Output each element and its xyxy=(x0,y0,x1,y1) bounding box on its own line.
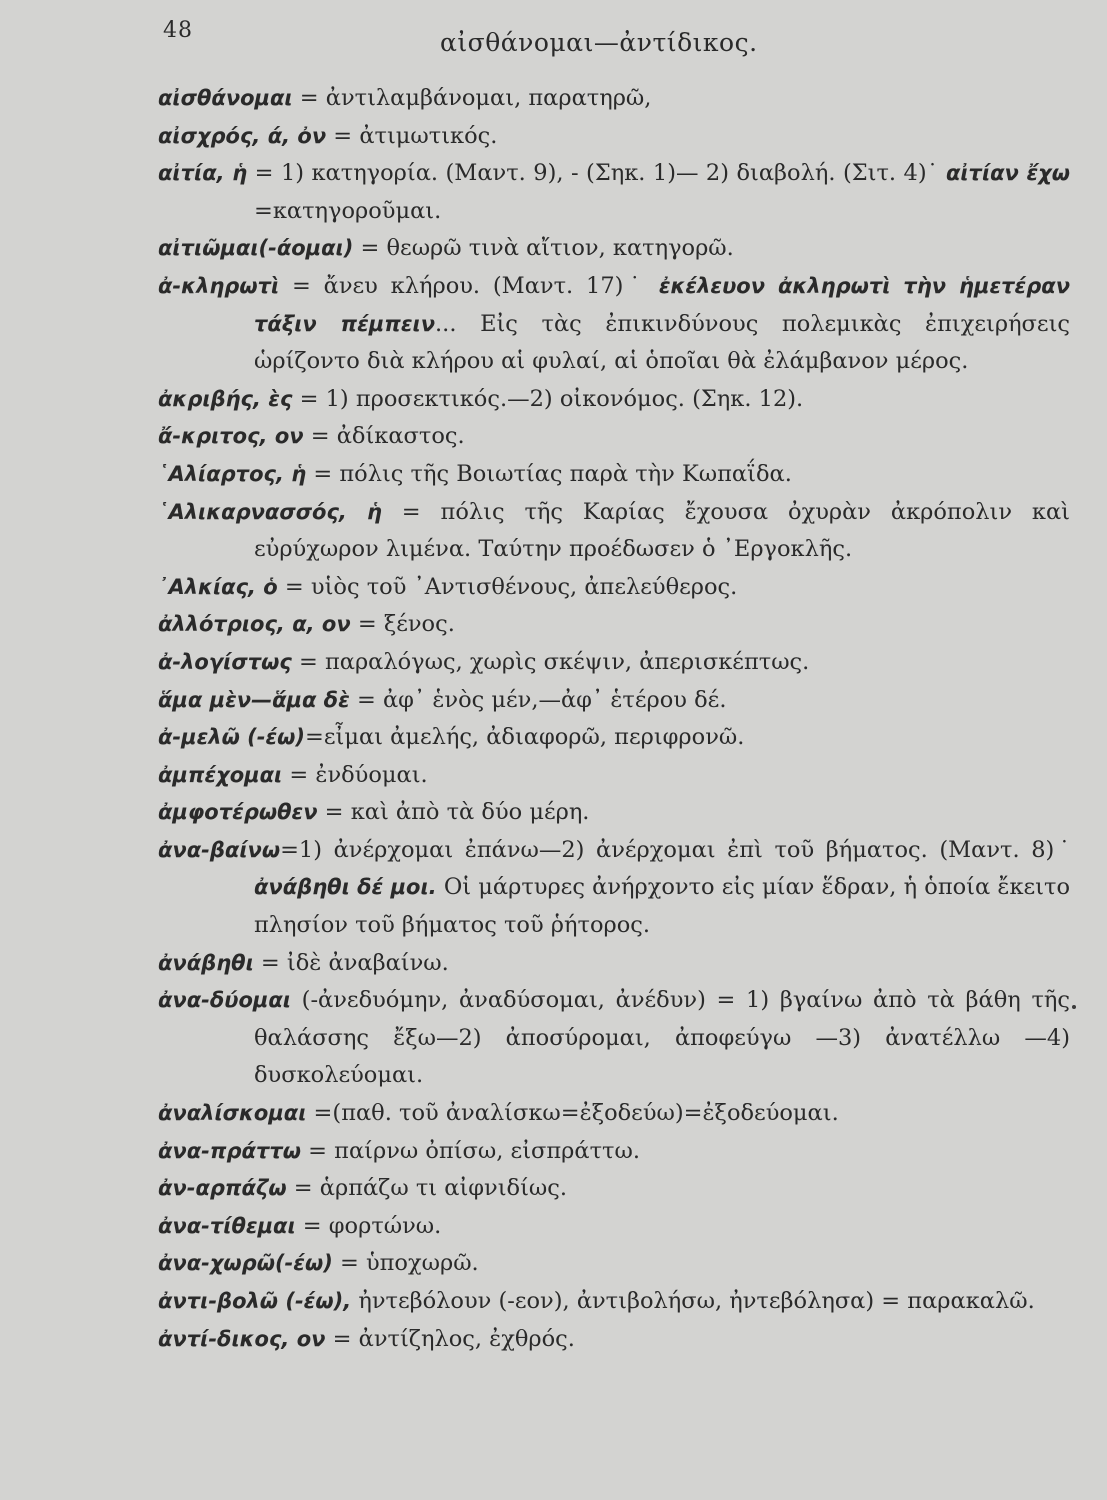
entry-definition: =(παθ. τοῦ ἀναλίσκω=ἐξοδεύω)=ἐξοδεύομαι. xyxy=(306,1100,839,1127)
page-number: 48 xyxy=(163,18,193,43)
entry-headword: αἰσχρός, ά, ὀν xyxy=(158,123,327,148)
entry-headword: ᾿Αλκίας, ὁ xyxy=(158,574,278,599)
entry-example: ἐκέλευον ἀκληρωτὶ τὴν ἡμετέραν τάξιν πέμπειν xyxy=(254,273,1071,336)
entry-definition: = υἱὸς τοῦ ᾿Αντισθένους, ἀπελεύθερος. xyxy=(277,573,738,600)
entry-headword: ἀν-αρπάζω xyxy=(158,1176,287,1201)
entry-definition: = θεωρῶ τινὰ αἴτιον, κατηγορῶ. xyxy=(353,235,734,262)
entry-definition: = ἀντίζηλος, ἐχθρός. xyxy=(325,1325,575,1352)
ink-speck xyxy=(1072,1005,1076,1009)
entry-headword: ῾Αλικαρνασσός, ἡ xyxy=(158,499,382,524)
entry-headword: ἀ-κληρωτὶ xyxy=(158,273,280,298)
entry-definition: =εἶμαι ἀμελής, ἀδιαφορῶ, περιφρονῶ. xyxy=(305,724,745,751)
entry-headword: ἀνα-τίθεμαι xyxy=(158,1213,296,1238)
entry-definition: = παραλόγως, χωρὶς σκέψιν, ἀπερισκέπτως. xyxy=(291,648,810,675)
dictionary-entry xyxy=(158,1095,1070,1133)
entry-definition: = ἄνευ κλήρου. (Μαντ. 17)˙ xyxy=(279,272,659,299)
dictionary-entry xyxy=(158,418,1070,456)
dictionary-entry xyxy=(158,945,1070,983)
dictionary-entry xyxy=(158,794,1070,832)
entry-definition: = φορτώνω. xyxy=(295,1212,442,1239)
dictionary-entry xyxy=(158,268,1070,381)
dictionary-entry xyxy=(158,982,1070,1095)
entry-headword: ἀλλότριος, α, ον xyxy=(158,612,351,637)
entry-headword: ἀνάβηθι xyxy=(158,950,254,975)
entry-headword: ἅμα μὲν—ἅμα δὲ xyxy=(158,687,350,712)
dictionary-entry xyxy=(158,1283,1070,1321)
entry-definition: = 1) κατηγορία. (Μαντ. 9), - (Σηκ. 1)— 2) διαβολή. (Σιτ. 4)˙ xyxy=(247,160,946,187)
entry-definition: = πόλις τῆς Καρίας ἔχουσα ὀχυρὰν ἀκρόπολιν καὶ εὐρύχωρον λιμένα. Ταύτην προέδωσεν ὁ ᾿Εργοκλῆς. xyxy=(254,498,1070,563)
entry-definition: = πόλις τῆς Βοιωτίας παρὰ τὴν Κωπαΐδα. xyxy=(306,460,792,487)
running-head: αἰσθάνομαι—ἀντίδικος. xyxy=(440,28,758,57)
dictionary-entry xyxy=(158,118,1070,156)
dictionary-entry xyxy=(158,80,1070,118)
entry-headword: ἀνα-βαίνω xyxy=(158,837,281,862)
entry-headword: ἀναλίσκομαι xyxy=(158,1101,307,1126)
entry-example: αἰτίαν ἔχω xyxy=(945,161,1070,186)
entry-headword: ἀντι-βολῶ (-έω), xyxy=(158,1289,352,1313)
entry-definition: =1) ἀνέρχομαι ἐπάνω—2) ἀνέρχομαι ἐπὶ τοῦ βήματος. (Μαντ. 8)˙ xyxy=(280,836,1070,863)
dictionary-entry xyxy=(158,606,1070,644)
dictionary-entry xyxy=(158,1321,1070,1359)
dictionary-entry xyxy=(158,1133,1070,1171)
entry-definition: = ὑποχωρῶ. xyxy=(332,1250,479,1277)
dictionary-entry xyxy=(158,456,1070,494)
entry-example: ἀνάβηθι δέ μοι. xyxy=(254,875,437,900)
entry-definition: = ἀδίκαστος. xyxy=(303,423,465,450)
entry-definition: ἠντεβόλουν (-εον), ἀντιβολήσω, ἠντεβόλησα) = παρακαλῶ. xyxy=(351,1288,1035,1314)
dictionary-entry xyxy=(158,1170,1070,1208)
entry-headword: ἀμφοτέρωθεν xyxy=(158,800,318,825)
dictionary-entry xyxy=(158,682,1070,720)
entry-headword: ἀκριβής, ὲς xyxy=(158,386,293,411)
entry-definition: = 1) προσεκτικός.—2) οἰκονόμος. (Σηκ. 12). xyxy=(292,385,804,412)
dictionary-entry xyxy=(158,569,1070,607)
dictionary-entry xyxy=(158,1245,1070,1283)
entry-headword: ἄ-κριτος, ον xyxy=(158,424,304,449)
dictionary-entry xyxy=(158,832,1070,945)
entry-headword: ἀνα-δύομαι xyxy=(158,988,291,1013)
entry-definition: = ἰδὲ ἀναβαίνω. xyxy=(253,949,449,976)
entry-definition: = ξένος. xyxy=(350,611,455,638)
dictionary-entry xyxy=(158,644,1070,682)
entry-definition: ... Εἰς τὰς ἐπικινδύνους πολεμικὰς ἐπιχειρήσεις ὡρίζοντο διὰ κλήρου αἱ φυλαί, αἱ ὁποῖαι θὰ ἐλάμβανον μέρος. xyxy=(254,310,1070,375)
entry-definition: Οἱ μάρτυρες ἀνήρχοντο εἰς μίαν ἕδραν, ἡ ὁποία ἔκειτο πλησίον τοῦ βήματος τοῦ ῥήτορος. xyxy=(254,874,1070,939)
entry-definition: =κατηγοροῦμαι. xyxy=(254,197,442,224)
entry-headword: ἀντί-δικος, ον xyxy=(158,1326,326,1351)
entry-definition: = καὶ ἀπὸ τὰ δύο μέρη. xyxy=(317,799,590,826)
entry-definition: = ἀτιμωτικός. xyxy=(326,122,498,149)
entry-definition: = ἐνδύομαι. xyxy=(282,761,428,788)
entry-definition: = ἀντιλαμβάνομαι, παρατηρῶ, xyxy=(292,85,652,111)
dictionary-entry xyxy=(158,1208,1070,1246)
entry-headword: ἀ-μελῶ (-έω) xyxy=(158,725,305,750)
entry-definition: = ἀφ᾿ ἑνὸς μέν,—ἀφ᾿ ἑτέρου δέ. xyxy=(349,686,727,713)
entry-definition: = παίρνω ὀπίσω, εἰσπράττω. xyxy=(301,1137,640,1164)
entry-headword: αἰτιῶμαι(-άομαι) xyxy=(158,236,354,261)
dictionary-entry xyxy=(158,381,1070,419)
entry-definition: (-ἀνεδυόμην, ἀναδύσομαι, ἀνέδυν) = 1) βγαίνω ἀπὸ τὰ βάθη τῆς θαλάσσης ἔξω—2) ἀποσύρομαι, ἀποφεύγω —3) ἀνατέλλω —4) δυσκολεύομαι. xyxy=(254,987,1070,1089)
dictionary-entry xyxy=(158,757,1070,795)
dictionary-entry xyxy=(158,494,1070,569)
entry-headword: αἰσθάνομαι xyxy=(158,86,293,110)
dictionary-entry xyxy=(158,230,1070,268)
dictionary-entry xyxy=(158,155,1070,230)
dictionary-entry xyxy=(158,719,1070,757)
dictionary-entries xyxy=(158,80,1070,1358)
entry-headword: αἰτία, ἡ xyxy=(158,161,248,186)
entry-definition: = ἁρπάζω τι αἰφνιδίως. xyxy=(286,1175,568,1202)
entry-headword: ἀνα-χωρῶ(-έω) xyxy=(158,1251,333,1276)
entry-headword: ἀνα-πράττω xyxy=(158,1138,302,1163)
entry-headword: ῾Αλίαρτος, ἡ xyxy=(158,461,307,486)
entry-headword: ἀμπέχομαι xyxy=(158,762,283,787)
entry-headword: ἀ-λογίστως xyxy=(158,649,292,674)
